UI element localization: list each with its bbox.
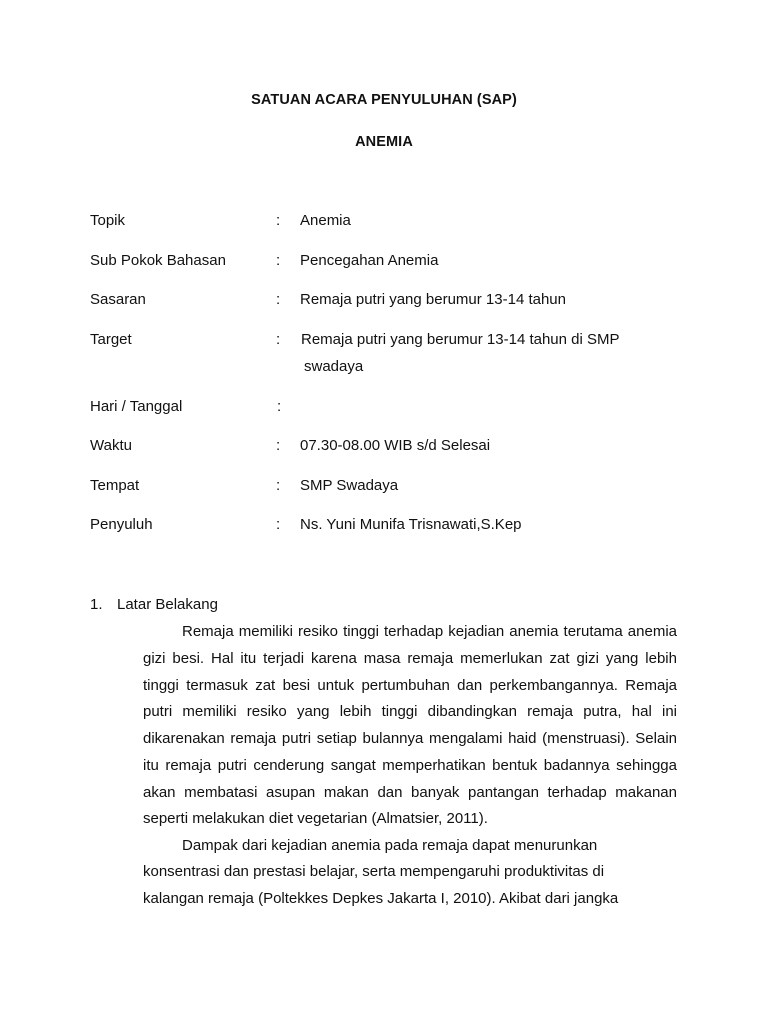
section-number: 1. xyxy=(90,596,103,613)
field-value-topik: Anemia xyxy=(300,212,351,229)
field-label-sub-pokok-bahasan: Sub Pokok Bahasan xyxy=(90,252,226,269)
paragraph-line: konsentrasi dan prestasi belajar, serta mempengaruhi produktivitas di xyxy=(143,863,605,880)
field-separator: : xyxy=(276,477,281,494)
field-separator: : xyxy=(276,252,281,269)
field-separator: : xyxy=(276,331,281,348)
field-separator: : xyxy=(276,437,281,454)
paragraph-line: gizi besi. Hal itu terjadi karena masa remaja memerlukan zat gizi yang lebih xyxy=(143,650,677,667)
field-separator: : xyxy=(276,291,281,308)
paragraph-line: tinggi termasuk zat besi untuk pertumbuhan dan perkembangannya. Remaja xyxy=(143,677,677,694)
field-label-target: Target xyxy=(90,331,132,348)
field-label-tempat: Tempat xyxy=(90,477,140,494)
field-label-topik: Topik xyxy=(90,212,126,229)
field-value-penyuluh: Ns. Yuni Munifa Trisnawati,S.Kep xyxy=(300,516,522,533)
paragraph-line: Dampak dari kejadian anemia pada remaja dapat menurunkan xyxy=(182,837,598,854)
field-value-target-line2: swadaya xyxy=(304,358,364,375)
section-heading: Latar Belakang xyxy=(117,596,218,613)
field-separator: : xyxy=(276,516,281,533)
field-label-hari-tanggal: Hari / Tanggal xyxy=(90,398,183,415)
field-label-sasaran: Sasaran xyxy=(90,291,146,308)
paragraph-line: dikarenakan remaja putri setiap bulannya mengalami haid (menstruasi). Selain xyxy=(143,730,677,747)
paragraph-line: Remaja memiliki resiko tinggi terhadap kejadian anemia terutama anemia xyxy=(182,623,677,640)
paragraph-line: kalangan remaja (Poltekkes Depkes Jakarta I, 2010). Akibat dari jangka xyxy=(143,890,619,907)
paragraph-line: seperti melakukan diet vegetarian (Almatsier, 2011). xyxy=(143,810,488,827)
document-title: SATUAN ACARA PENYULUHAN (SAP) xyxy=(251,92,517,108)
paragraph-line: putri memiliki resiko yang lebih tinggi dibandingkan remaja putra, hal ini xyxy=(143,703,677,720)
paragraph-line: akan membatasi asupan makan dan banyak pantangan terhadap makanan xyxy=(143,784,677,801)
field-label-waktu: Waktu xyxy=(90,437,132,454)
document-subtitle: ANEMIA xyxy=(355,134,413,150)
field-value-sasaran: Remaja putri yang berumur 13-14 tahun xyxy=(300,291,566,308)
field-value-target: Remaja putri yang berumur 13-14 tahun di SMP xyxy=(301,331,620,348)
paragraph-line: itu remaja putri cenderung sangat memperhatikan bentuk badannya sehingga xyxy=(143,757,677,774)
field-separator: : xyxy=(277,398,282,415)
field-separator: : xyxy=(276,212,281,229)
field-value-waktu: 07.30-08.00 WIB s/d Selesai xyxy=(300,437,491,454)
field-value-tempat: SMP Swadaya xyxy=(300,477,399,494)
field-value-sub-pokok-bahasan: Pencegahan Anemia xyxy=(300,252,439,269)
field-label-penyuluh: Penyuluh xyxy=(90,516,153,533)
